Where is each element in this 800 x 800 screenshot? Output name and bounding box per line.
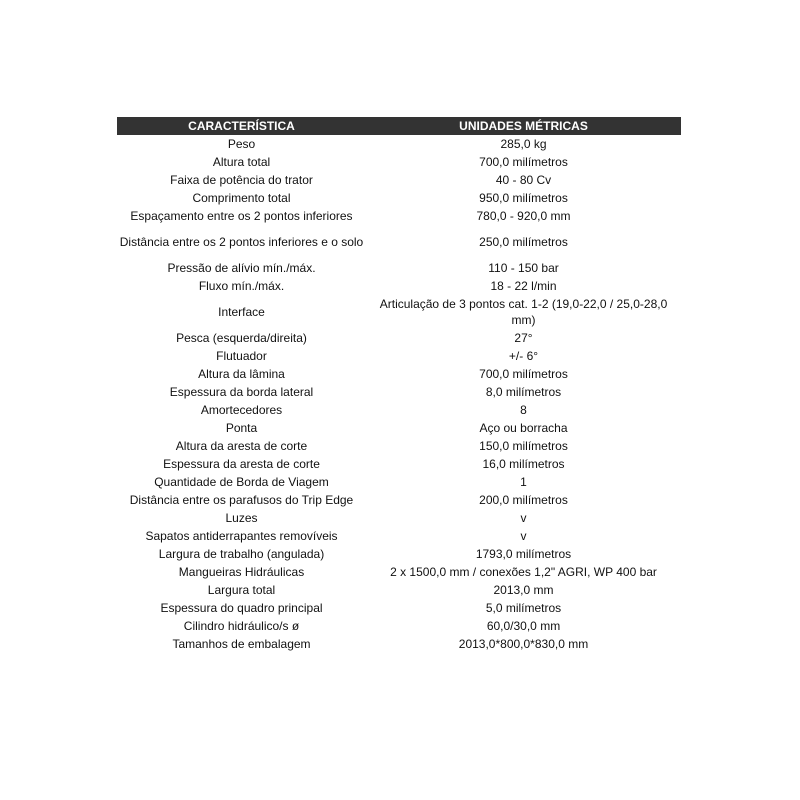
feature-cell: Ponta: [225, 421, 258, 435]
table-row: [117, 455, 681, 473]
feature-cell: Faixa de potência do trator: [170, 173, 313, 187]
value-cell: 18 - 22 l/min: [490, 279, 557, 293]
feature-cell: Sapatos antiderrapantes removíveis: [145, 529, 338, 543]
table-row: [117, 329, 681, 347]
table-row: [117, 153, 681, 171]
feature-cell: Luzes: [225, 511, 258, 525]
value-cell: 2 x 1500,0 mm / conexões 1,2" AGRI, WP 400 bar: [390, 565, 657, 579]
value-cell: Articulação de 3 pontos cat. 1-2 (19,0-22,0 / 25,0-28,0 mm): [379, 297, 668, 327]
value-cell: 200,0 milímetros: [479, 493, 568, 507]
table-row: [117, 491, 681, 509]
value-cell: v: [520, 529, 527, 543]
table-header-row: [117, 117, 681, 135]
table-row: [117, 189, 681, 207]
table-row: [117, 599, 681, 617]
table-row: [117, 259, 681, 277]
table-row: [117, 581, 681, 599]
feature-cell: Interface: [218, 305, 265, 319]
table-row: [117, 225, 681, 259]
feature-cell: Mangueiras Hidráulicas: [178, 565, 305, 579]
table-row: [117, 277, 681, 295]
feature-cell: Quantidade de Borda de Viagem: [154, 475, 329, 489]
value-cell: 2013,0*800,0*830,0 mm: [458, 637, 589, 651]
table-row: [117, 617, 681, 635]
value-cell: 27°: [514, 331, 533, 345]
value-cell: Aço ou borracha: [479, 421, 568, 435]
feature-cell: Amortecedores: [200, 403, 283, 417]
value-cell: +/- 6°: [508, 349, 539, 363]
table-row: [117, 635, 681, 653]
table-row: [117, 365, 681, 383]
value-cell: 150,0 milímetros: [479, 439, 568, 453]
feature-cell: Distância entre os 2 pontos inferiores e o solo: [119, 235, 364, 249]
table-row: [117, 135, 681, 153]
value-cell: 8,0 milímetros: [485, 385, 562, 399]
feature-cell: Espaçamento entre os 2 pontos inferiores: [130, 209, 353, 223]
feature-cell: Espessura da borda lateral: [169, 385, 314, 399]
value-cell: 780,0 - 920,0 mm: [476, 209, 571, 223]
value-cell: 40 - 80 Cv: [495, 173, 552, 187]
table-row: [117, 509, 681, 527]
table-row: [117, 383, 681, 401]
specifications-table: [117, 117, 681, 653]
value-cell: 2013,0 mm: [493, 583, 554, 597]
value-cell: 285,0 kg: [500, 137, 547, 151]
table-row: [117, 207, 681, 225]
feature-cell: Pesca (esquerda/direita): [176, 331, 307, 345]
value-cell: 1793,0 milímetros: [475, 547, 572, 561]
feature-cell: Peso: [227, 137, 256, 151]
table-row: [117, 171, 681, 189]
table-row: [117, 419, 681, 437]
feature-cell: Distância entre os parafusos do Trip Edge: [129, 493, 354, 507]
feature-cell: Tamanhos de embalagem: [172, 637, 311, 651]
table-row: [117, 545, 681, 563]
feature-cell: Flutuador: [216, 349, 267, 363]
table-row: [117, 437, 681, 455]
feature-cell: Fluxo mín./máx.: [198, 279, 285, 293]
feature-cell: Largura de trabalho (angulada): [158, 547, 325, 561]
value-cell: 110 - 150 bar: [488, 261, 559, 275]
value-cell: 16,0 milímetros: [482, 457, 565, 471]
value-cell: 60,0/30,0 mm: [486, 619, 561, 633]
value-cell: 1: [520, 475, 527, 489]
feature-cell: Altura total: [212, 155, 271, 169]
feature-cell: Espessura da aresta de corte: [163, 457, 320, 471]
table-row: [117, 401, 681, 419]
table-row: [117, 563, 681, 581]
table-row: [117, 473, 681, 491]
value-cell: 250,0 milímetros: [479, 235, 568, 249]
table-row: [117, 527, 681, 545]
value-cell: 700,0 milímetros: [479, 155, 568, 169]
feature-cell: Espessura do quadro principal: [160, 601, 323, 615]
feature-cell: Cilindro hidráulico/s ø: [183, 619, 300, 633]
table-body: [117, 135, 681, 653]
table-row: [117, 295, 681, 329]
feature-cell: Comprimento total: [192, 191, 291, 205]
value-cell: 8: [520, 403, 527, 417]
value-cell: 700,0 milímetros: [479, 367, 568, 381]
feature-cell: Altura da aresta de corte: [175, 439, 308, 453]
value-cell: 950,0 milímetros: [479, 191, 568, 205]
value-cell: v: [520, 511, 527, 525]
feature-cell: Pressão de alívio mín./máx.: [167, 261, 316, 275]
feature-cell: Altura da lâmina: [198, 367, 285, 381]
header-metric-units: UNIDADES MÉTRICAS: [366, 117, 681, 135]
header-characteristic: CARACTERÍSTICA: [117, 117, 366, 135]
table-row: [117, 347, 681, 365]
value-cell: 5,0 milímetros: [485, 601, 562, 615]
feature-cell: Largura total: [207, 583, 276, 597]
